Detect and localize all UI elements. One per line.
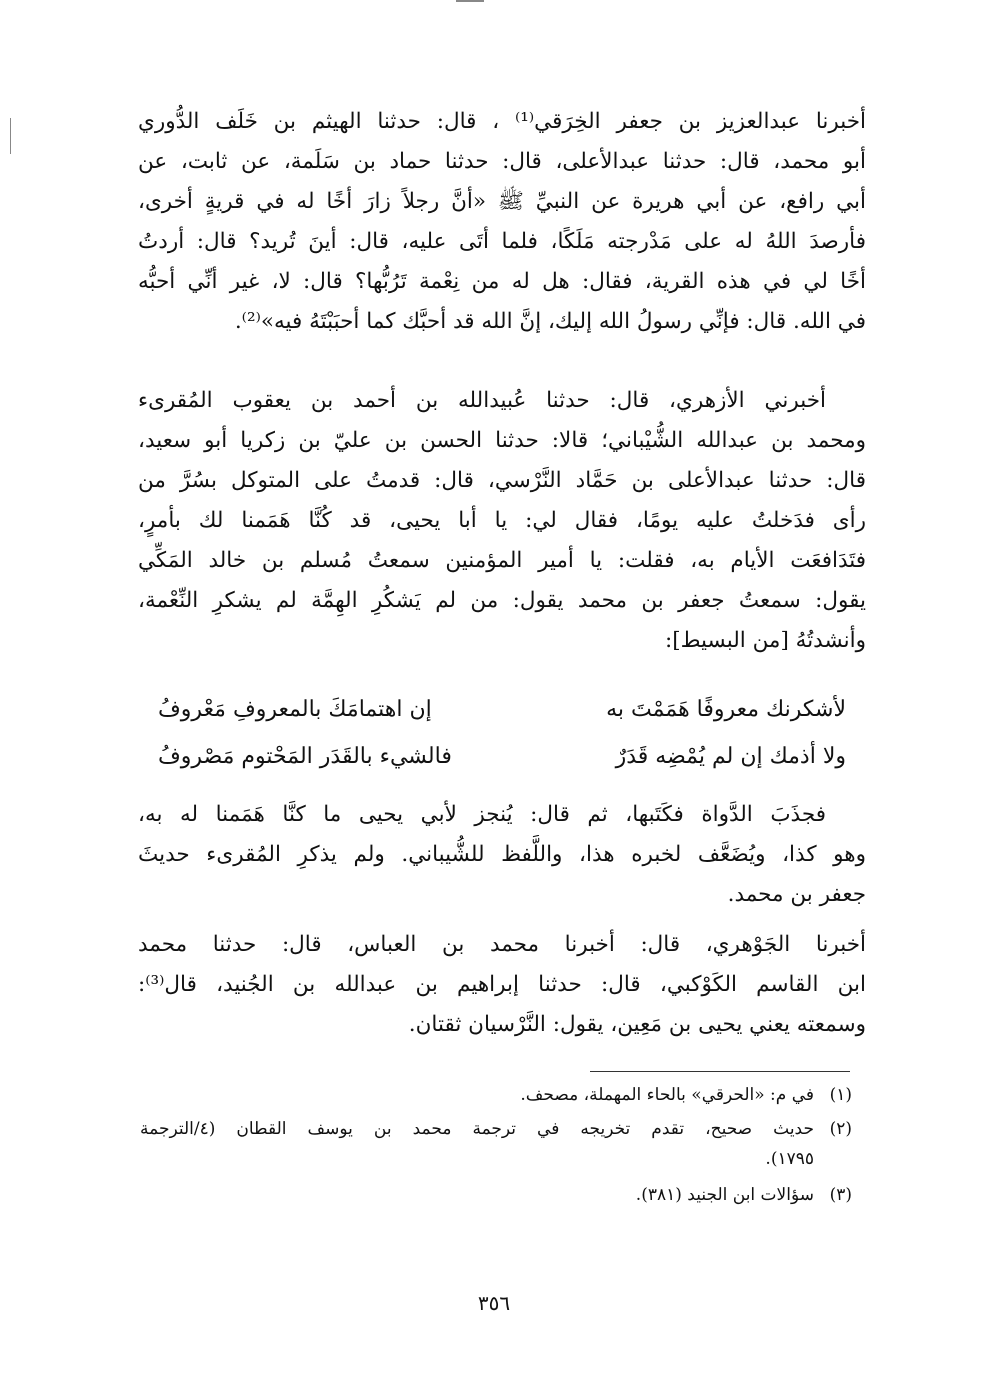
poem (138, 686, 866, 780)
text-line: أبي رافع، عن أبي هريرة عن النبيِّ ﷺ «أنَّ رجلاً زارَ أخًا له في قريةٍ أخرى، (138, 189, 866, 214)
scan-edge-mark (10, 118, 11, 154)
text-line: وأنشدتُهُ [من البسيط]: (665, 628, 866, 653)
footnote-separator (590, 1071, 850, 1072)
text-line: فأرصدَ اللهُ له على مَدْرجته مَلَكًا، فلما أتَى عليه، قال: أينَ تُريد؟ قال: أردتُ (138, 229, 866, 254)
footnotes (140, 1080, 852, 1210)
paragraph-4 (138, 925, 866, 1045)
page-number: ٣٥٦ (477, 1291, 511, 1315)
paragraph-2 (138, 381, 866, 661)
text-line: وهو كذا، ويُضَعَّف لخبره هذا، واللَّفظ للشُّيباني. ولم يذكرِ المُقرىء حديثَ (138, 842, 866, 867)
footnote-1 (140, 1080, 852, 1110)
footnote-2 (140, 1114, 852, 1174)
scan-edge-mark (456, 0, 484, 2)
text-line: فتَدَافعَت الأيام به، فقلت: يا أمير المؤمنين سمعتُ مُسلم بن خالد المَكِّي (138, 548, 866, 573)
footnote-number: (١) (829, 1085, 852, 1105)
footnote-number: (٢) (829, 1119, 852, 1139)
footnote-text-block (140, 1114, 814, 1174)
footnote-3 (140, 1180, 852, 1210)
footnote-text: في م: «الحرقي» بالحاء المهملة، مصحف. (520, 1085, 814, 1105)
paragraph-3 (138, 795, 866, 915)
text-line: رأى فدَخلتُ عليه يومًا، فقال لي: يا أبا يحيى، قد كُنَّا هَمَمنا لك بأمرٍ، (138, 508, 866, 533)
text-line: يقول: سمعتُ جعفر بن محمد يقول: من لم يَشكُرِ الهِمَّة لم يشكرِ النِّعْمة، (138, 588, 866, 613)
verse (138, 686, 866, 733)
paragraph-1 (138, 102, 866, 342)
text-line: أبو محمد، قال: حدثنا عبدالأعلى، قال: حدثنا حماد بن سَلَمة، عن ثابت، عن (138, 149, 866, 174)
text-line: أخبرنا عبدالعزيز بن جعفر الخِرَقي⁽¹⁾ ، قال: حدثنا الهيثم بن خَلَف الدُّوري (138, 109, 866, 134)
text-line: أخبرني الأزهري، قال: حدثنا عُبيدالله بن أحمد بن يعقوب المُقرىء (138, 388, 826, 413)
text-line: أخبرنا الجَوْهري، قال: أخبرنا محمد بن العباس، قال: حدثنا محمد (138, 932, 866, 957)
second-hemistich: إن اهتمامَكَ بالمعروفِ مَعْروفُ (158, 697, 432, 722)
text-line: وسمعته يعني يحيى بن مَعِين، يقول: النَّرْسيان ثقتان. (408, 1012, 866, 1037)
footnote-text: سؤالات ابن الجنيد (٣٨١). (635, 1185, 814, 1205)
text-line: ومحمد بن عبدالله الشُّيْباني؛ قالا: حدثنا الحسن بن عليّ بن زكريا أبو سعيد، (138, 428, 866, 453)
text-line: فجذَبَ الدَّواة فكَتَبها، ثم قال: يُنجز لأبي يحيى ما كنَّا هَمَمنا له به، (138, 802, 826, 827)
text-line: ابن القاسم الكَوْكبي، قال: حدثنا إبراهيم بن عبدالله بن الجُنيد، قال⁽³⁾: (138, 972, 866, 997)
footnote-text: ١٧٩٥). (765, 1149, 814, 1169)
second-hemistich: فالشيء بالقَدَر المَحْتوم مَصْروفُ (158, 744, 452, 769)
verse (138, 733, 866, 780)
text-line: في الله. قال: فإنِّي رسولُ الله إليك، إنَّ الله قد أحبَّك كما أحبَبْتَهُ فيه»⁽²⁾. (234, 309, 866, 334)
footnote-number: (٣) (829, 1185, 852, 1205)
text-line: قال: حدثنا عبدالأعلى بن حَمَّاد النَّرْسي، قال: قدمتُ على المتوكل بسُرَّ من (138, 468, 866, 493)
first-hemistich: لأشكرنك معروفًا هَمَمْتَ به (606, 697, 846, 722)
first-hemistich: ولا أذمك إن لم يُمْضِه قَدَرٌ (615, 744, 846, 769)
text-line: جعفر بن محمد. (727, 882, 866, 907)
footnote-text: حديث صحيح، تقدم تخريجه في ترجمة محمد بن يوسف القطان (٤/الترجمة (140, 1119, 814, 1139)
text-line: أخًا لي في هذه القرية، فقال: هل له من نِعْمة تَرُبُّها؟ قال: لا، غير أنِّي أحبُّه (138, 269, 866, 294)
